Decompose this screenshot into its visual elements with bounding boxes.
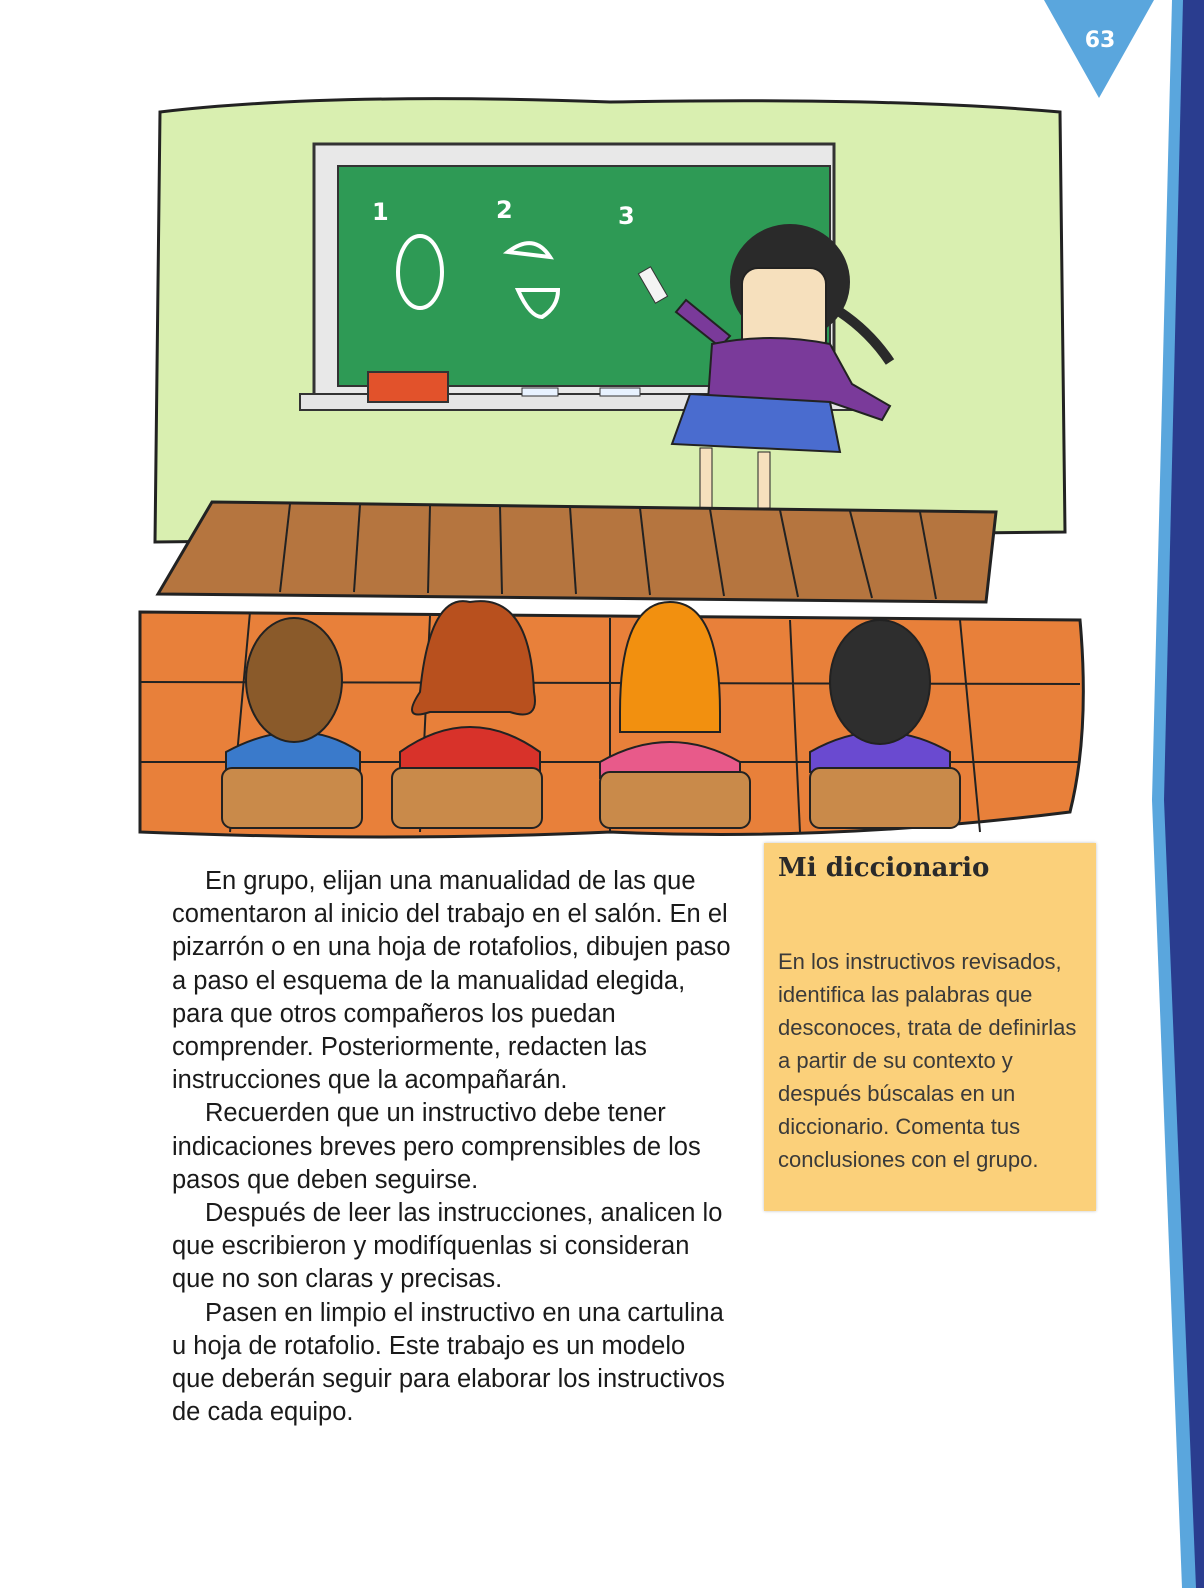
board-label-2: 2 <box>496 196 513 224</box>
dictionary-text: En los instructivos revisados, identifica las palabras que desconoces, trata de definirlas a partir de su contexto y después búscalas en un diccionario. Comenta tus conclusiones con el grupo. <box>778 949 1077 1172</box>
classroom-illustration <box>130 72 1090 852</box>
page-number: 63 <box>1084 28 1116 53</box>
paragraph-1: En grupo, elijan una manualidad de las que comentaron al inicio del trabajo en el salón. En el pizarrón o en una hoja de rotafolios, dibujen paso a paso el esquema de la manualidad elegida, para que otros compañeros los puedan comprender. Posteriormente, redacten las instrucciones que la acompañarán. <box>172 867 731 1095</box>
board-label-1: 1 <box>372 198 389 226</box>
dictionary-title: Mi diccionario <box>778 853 990 883</box>
paragraph-4: Pasen en limpio el instructivo en una cartulina u hoja de rotafolio. Este trabajo es un modelo que deberán seguir para elaborar los instructivos de cada equipo. <box>172 1298 725 1427</box>
dictionary-box <box>764 843 1096 1211</box>
paragraph-2: Recuerden que un instructivo debe tener indicaciones breves pero comprensibles de los pasos que deben seguirse. <box>172 1099 701 1194</box>
paragraph-3: Después de leer las instrucciones, analicen lo que escribieron y modifíquenlas si consideran que no son claras y precisas. <box>172 1199 723 1294</box>
board-label-3: 3 <box>618 202 635 230</box>
main-text <box>172 865 732 1429</box>
